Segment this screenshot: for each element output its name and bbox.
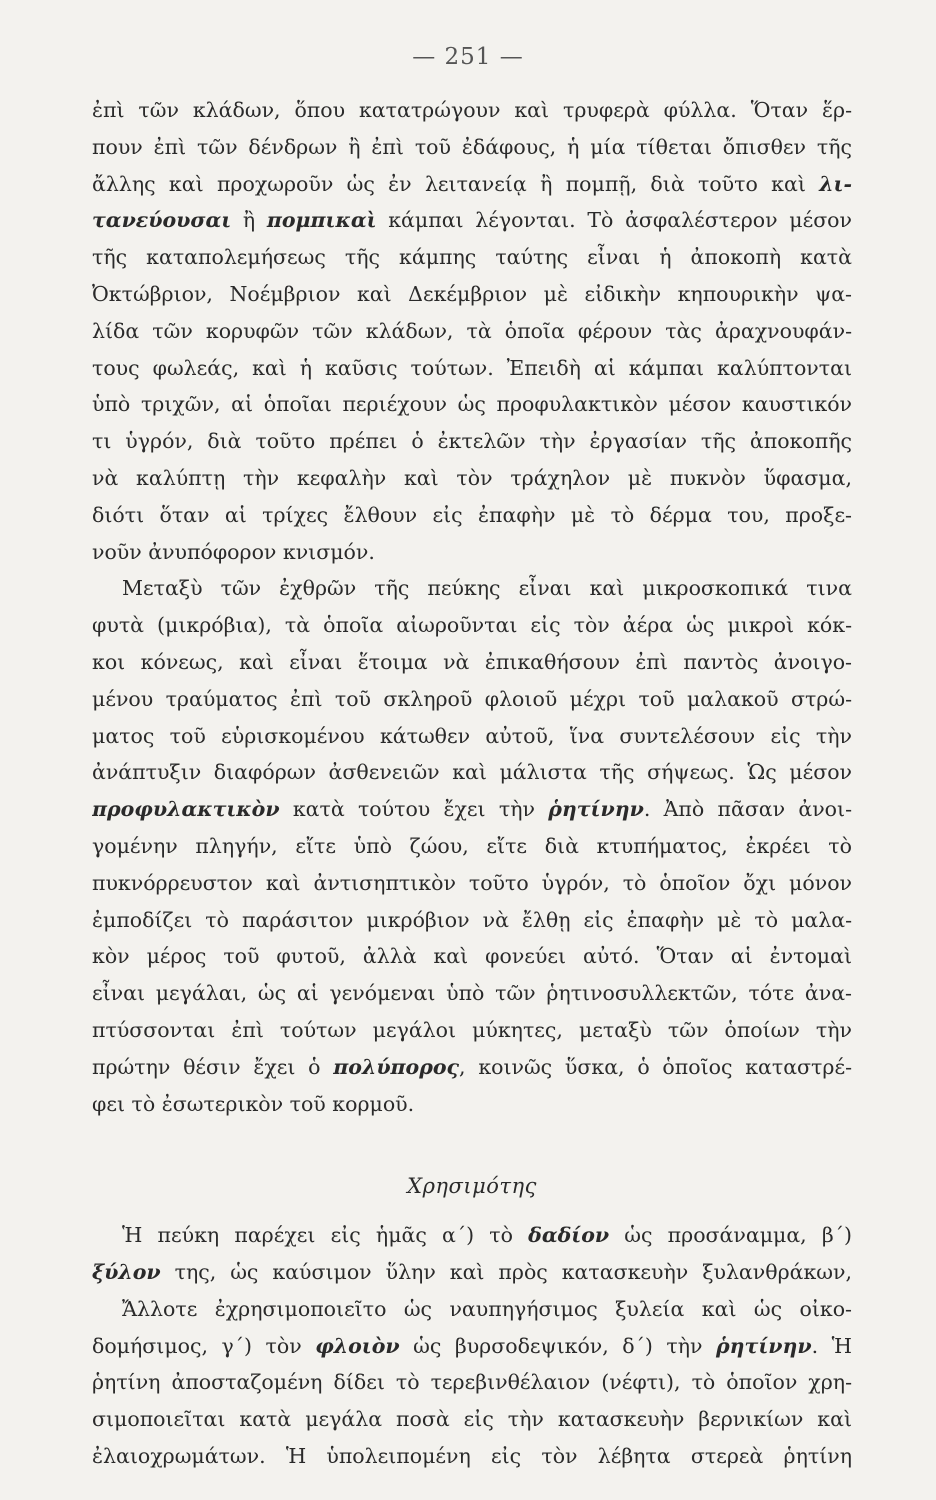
page-number: — 251 — <box>412 44 524 70</box>
emphasized-term: φλοιὸν <box>315 1333 400 1358</box>
paragraph-2 <box>92 570 852 1122</box>
text-line: κὸν μέρος τοῦ φυτοῦ, ἀλλὰ καὶ φονεύει αὐτό. Ὅταν αἱ ἐντομαὶ <box>92 944 852 969</box>
text-line: λίδα τῶν κορυφῶν τῶν κλάδων, τὰ ὁποῖα φέρουν τὰς ἀραχνουφάν- <box>92 318 852 343</box>
text-line: Ἄλλοτε ἐχρησιμοποιεῖτο ὡς ναυπηγήσιμος ξυλεία καὶ ὡς οἰκο- <box>122 1296 852 1321</box>
text-line: τους φωλεάς, καὶ ἡ καῦσις τούτων. Ἐπειδὴ αἱ κάμπαι καλύπτονται <box>92 355 852 380</box>
body-text <box>92 92 852 1475</box>
text-line: κοι κόνεως, καὶ εἶναι ἕτοιμα νὰ ἐπικαθήσουν ἐπὶ παντὸς ἀνοιγο- <box>92 649 852 674</box>
emphasized-term: ῥητίνην <box>548 797 644 822</box>
text-line: τῆς καταπολεμήσεως τῆς κάμπης ταύτης εἶναι ἡ ἀποκοπὴ κατὰ <box>92 245 852 270</box>
text-line: ἐμποδίζει τὸ παράσιτον μικρόβιον νὰ ἔλθῃ εἰς ἐπαφὴν μὲ τὸ μαλα- <box>92 907 852 932</box>
text-line: μένου τραύματος ἐπὶ τοῦ σκληροῦ φλοιοῦ μέχρι τοῦ μαλακοῦ στρώ- <box>92 686 852 711</box>
text-line: πρώτην θέσιν ἔχει ὁ πολύπορος, κοινῶς ὕσκα, ὁ ὁποῖος καταστρέ- <box>92 1054 852 1079</box>
text-line: νὰ καλύπτῃ τὴν κεφαλὴν καὶ τὸν τράχηλον μὲ πυκνὸν ὕφασμα, <box>92 465 852 490</box>
text-line: ῥητίνη ἀποσταζομένη δίδει τὸ τερεβινθέλαιον (νέφτι), τὸ ὁποῖον χρη- <box>92 1370 852 1395</box>
paragraph-1 <box>92 92 852 570</box>
text-line: Ἡ πεύκη παρέχει εἰς ἡμᾶς α΄) τὸ δαδίον ὡς προσάναμμα, β΄) <box>122 1223 852 1248</box>
emphasized-term: ῥητίνην <box>716 1333 812 1358</box>
text-line: ξύλον της, ὡς καύσιμον ὕλην καὶ πρὸς κατασκευὴν ξυλανθράκων, <box>92 1259 852 1284</box>
text-line: πτύσσονται ἐπὶ τούτων μεγάλοι μύκητες, μεταξὺ τῶν ὁποίων τὴν <box>92 1017 852 1042</box>
text-line: δομήσιμος, γ΄) τὸν φλοιὸν ὡς βυρσοδεψικόν, δ΄) τὴν ῥητίνην. Ἡ <box>92 1333 852 1358</box>
text-line: ἀνάπτυξιν διαφόρων ἀσθενειῶν καὶ μάλιστα τῆς σήψεως. Ὡς μέσον <box>92 760 852 785</box>
text-line: νοῦν ἀνυπόφορον κνισμόν. <box>92 539 375 564</box>
emphasized-term: πομπικαὶ <box>266 208 377 233</box>
emphasized-term: ξύλον <box>92 1259 161 1284</box>
text-line: γομένην πληγήν, εἴτε ὑπὸ ζώου, εἴτε διὰ κτυπήματος, ἐκρέει τὸ <box>92 833 852 858</box>
text-line: τι ὑγρόν, διὰ τοῦτο πρέπει ὁ ἐκτελῶν τὴν ἐργασίαν τῆς ἀποκοπῆς <box>92 429 852 454</box>
text-line: σιμοποιεῖται κατὰ μεγάλα ποσὰ εἰς τὴν κατασκευὴν βερνικίων καὶ <box>92 1407 852 1432</box>
text-line: Μεταξὺ τῶν ἐχθρῶν τῆς πεύκης εἶναι καὶ μικροσκοπικά τινα <box>122 576 852 601</box>
text-line: τανεύουσαι ἢ πομπικαὶ κάμπαι λέγονται. Τὸ ἀσφαλέστερον μέσον <box>92 208 852 233</box>
emphasized-term: πολύπορος <box>333 1054 460 1079</box>
text-line: πυκνόρρευστον καὶ ἀντισηπτικὸν τοῦτο ὑγρόν, τὸ ὁποῖον ὄχι μόνον <box>92 870 852 895</box>
text-line: φυτὰ (μικρόβια), τὰ ὁποῖα αἰωροῦνται εἰς τὸν ἀέρα ὡς μικροὶ κόκ- <box>92 613 852 638</box>
text-line: ἄλλης καὶ προχωροῦν ὡς ἐν λειτανείᾳ ἢ πομπῇ, διὰ τοῦτο καὶ λι- <box>92 171 852 196</box>
text-line: εἶναι μεγάλαι, ὡς αἱ γενόμεναι ὑπὸ τῶν ῥητινοσυλλεκτῶν, τότε ἀνα- <box>92 981 852 1006</box>
text-line: πουν ἐπὶ τῶν δένδρων ἢ ἐπὶ τοῦ ἐδάφους, ἡ μία τίθεται ὄπισθεν τῆς <box>92 134 852 159</box>
text-line: ἐπὶ τῶν κλάδων, ὅπου κατατρώγουν καὶ τρυφερὰ φύλλα. Ὅταν ἕρ- <box>92 98 852 122</box>
text-line: διότι ὅταν αἱ τρίχες ἔλθουν εἰς ἐπαφὴν μὲ τὸ δέρμα του, προξε- <box>92 502 852 527</box>
text-line: ἐλαιοχρωμάτων. Ἡ ὑπολειπομένη εἰς τὸν λέβητα στερεὰ ῥητίνη <box>92 1443 852 1468</box>
emphasized-term: προφυλακτικὸν <box>92 797 280 822</box>
text-line: ὑπὸ τριχῶν, αἱ ὁποῖαι περιέχουν ὡς προφυλακτικὸν μέσον καυστικόν <box>92 392 852 417</box>
section-heading: Χρησιμότης <box>407 1174 537 1199</box>
paragraph-3 <box>92 1217 852 1475</box>
text-line: φει τὸ ἐσωτερικὸν τοῦ κορμοῦ. <box>92 1091 415 1116</box>
emphasized-term: τανεύουσαι <box>92 208 232 233</box>
emphasized-term: δαδίον <box>528 1223 610 1248</box>
text-line: προφυλακτικὸν κατὰ τούτου ἔχει τὴν ῥητίνην. Ἀπὸ πᾶσαν ἀνοι- <box>92 797 852 822</box>
text-line: ματος τοῦ εὑρισκομένου κάτωθεν αὐτοῦ, ἵνα συντελέσουν εἰς τὴν <box>92 723 852 748</box>
emphasized-term: λι- <box>819 171 852 196</box>
text-line: Ὀκτώβριον, Νοέμβριον καὶ Δεκέμβριον μὲ εἰδικὴν κηπουρικὴν ψα- <box>92 281 852 306</box>
